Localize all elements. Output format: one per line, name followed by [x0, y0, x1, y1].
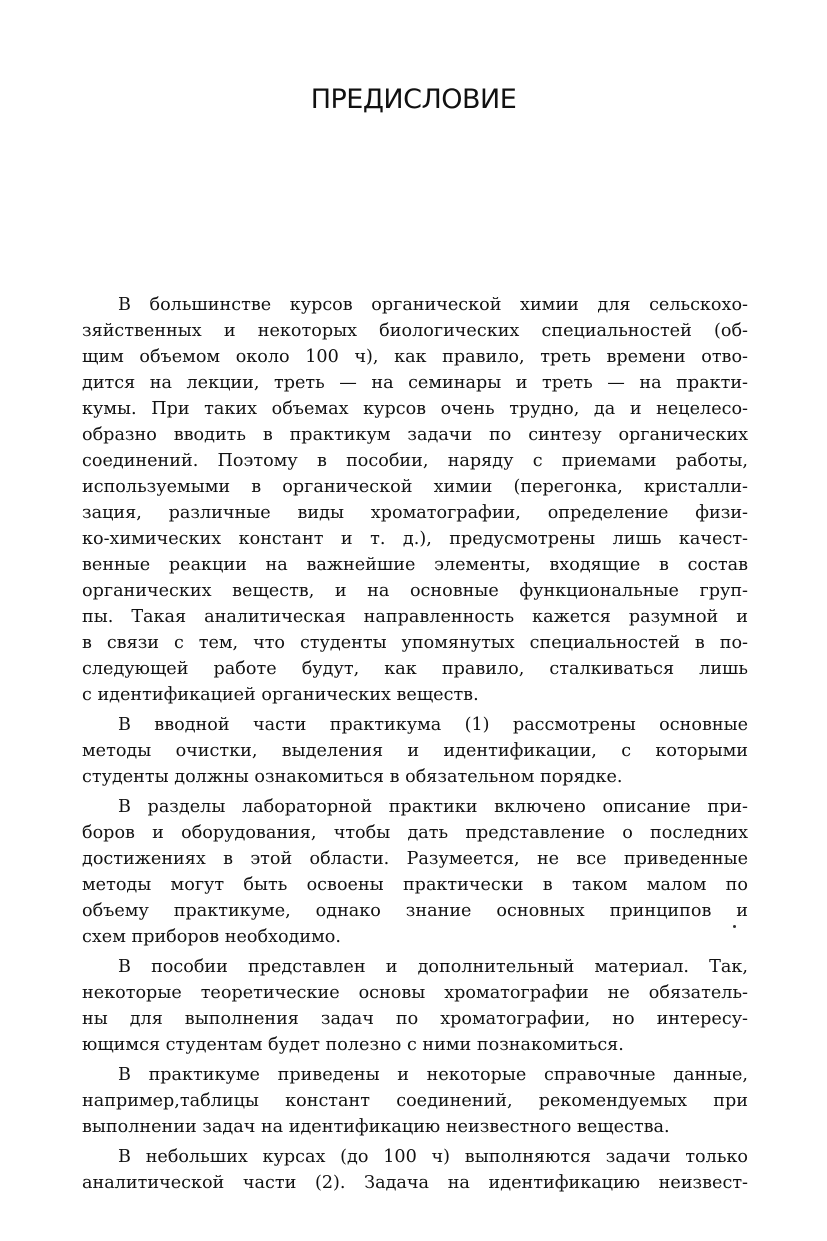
text-line: достижениях в этой области. Разумеется, не все приведенные [82, 849, 748, 869]
paragraph [82, 1062, 748, 1140]
text-line: используемыми в органической химии (перегонка, кристалли- [82, 477, 748, 497]
text-line: венные реакции на важнейшие элементы, входящие в состав [82, 555, 748, 575]
text-line: выполнении задач на идентификацию неизвестного вещества. [82, 1117, 670, 1137]
text-line: В небольших курсах (до 100 ч) выполняются задачи только [118, 1147, 748, 1167]
paragraph [82, 292, 748, 708]
text-line: В разделы лабораторной практики включено описание при- [118, 797, 748, 817]
text-line: зяйственных и некоторых биологических специальностей (об- [82, 321, 748, 341]
text-line: студенты должны ознакомиться в обязательном порядке. [82, 767, 623, 787]
text-line: схем приборов необходимо. [82, 927, 341, 947]
text-line: кумы. При таких объемах курсов очень трудно, да и нецелесо- [82, 399, 748, 419]
text-line: например,таблицы констант соединений, рекомендуемых при [82, 1091, 748, 1111]
paragraph [82, 712, 748, 790]
text-line: ко-химических констант и т. д.), предусмотрены лишь качест- [82, 529, 748, 549]
text-line: боров и оборудования, чтобы дать представление о последних [82, 823, 748, 843]
text-line: щим объемом около 100 ч), как правило, треть времени отво- [82, 347, 748, 367]
paragraph [82, 954, 748, 1058]
text-line: дится на лекции, треть — на семинары и треть — на практи- [82, 373, 748, 393]
text-line: некоторые теоретические основы хроматографии не обязатель- [82, 983, 748, 1003]
preface-text [82, 292, 748, 1196]
text-line: образно вводить в практикум задачи по синтезу органических [82, 425, 748, 445]
text-line: органических веществ, и на основные функциональные груп- [82, 581, 748, 601]
text-line: ны для выполнения задач по хроматографии, но интересу- [82, 1009, 748, 1029]
text-line: объему практикуме, однако знание основных принципов и [82, 901, 748, 921]
text-line: следующей работе будут, как правило, сталкиваться лишь [82, 659, 748, 679]
page-title: ПРЕДИСЛОВИЕ [310, 84, 517, 115]
text-line: ющимся студентам будет полезно с ними познакомиться. [82, 1035, 624, 1055]
text-line: аналитической части (2). Задача на идентификацию неизвест- [82, 1173, 748, 1193]
text-line: В пособии представлен и дополнительный материал. Так, [118, 957, 748, 977]
text-line: В практикуме приведены и некоторые справочные данные, [118, 1065, 748, 1085]
paragraph [82, 1144, 748, 1196]
text-line: зация, различные виды хроматографии, определение физи- [82, 503, 748, 523]
text-line: В большинстве курсов органической химии для сельскохо- [118, 295, 748, 315]
paragraph [82, 794, 748, 950]
text-line: методы очистки, выделения и идентификации, с которыми [82, 741, 748, 761]
text-line: В вводной части практикума (1) рассмотрены основные [118, 715, 748, 735]
text-line: в связи с тем, что студенты упомянутых специальностей в по- [82, 633, 748, 653]
text-line: с идентификацией органических веществ. [82, 685, 479, 705]
text-line: методы могут быть освоены практически в таком малом по [82, 875, 748, 895]
text-line: пы. Такая аналитическая направленность кажется разумной и [82, 607, 748, 627]
text-line: соединений. Поэтому в пособии, наряду с приемами работы, [82, 451, 748, 471]
print-speck [733, 925, 736, 928]
